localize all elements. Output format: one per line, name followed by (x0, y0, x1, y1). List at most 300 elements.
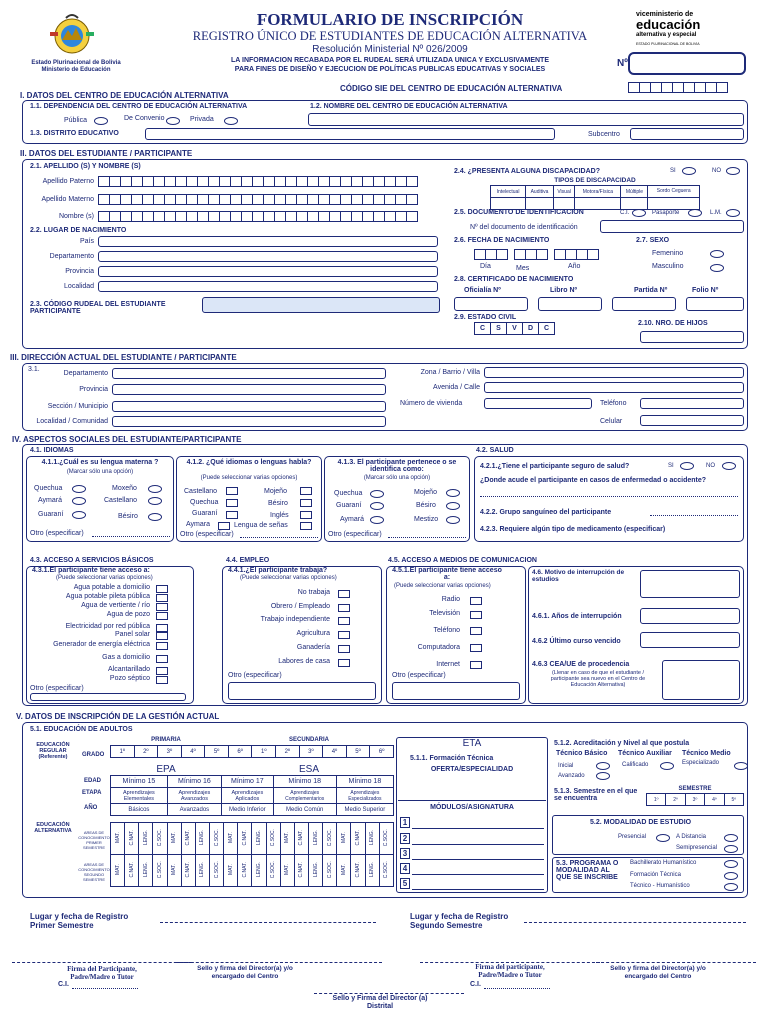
q411-option: Aymará (38, 497, 62, 504)
children-label: 2.10. NRO. DE HIJOS (638, 320, 708, 327)
area-label: LENG. (369, 829, 376, 845)
names-label: 2.1. APELLIDO (S) Y NOMBRE (S) (30, 163, 141, 170)
form-number-field[interactable] (628, 52, 746, 75)
basic-option: Pozo séptico (109, 675, 150, 682)
cellphone-field[interactable] (640, 415, 744, 426)
semester-cell[interactable]: 2º (666, 794, 685, 806)
birth-locality-label: Localidad (64, 283, 94, 290)
sie-code-cells[interactable] (628, 82, 727, 93)
id-passport-label: Pasaporte (652, 210, 680, 216)
q463-field[interactable] (662, 660, 740, 700)
subcentro-field[interactable] (630, 128, 744, 140)
semipresencial-option[interactable] (724, 845, 738, 853)
basic-tech-label: Técnico Básico (556, 750, 608, 757)
convenio-label: De Convenio (124, 115, 165, 122)
stage-label: ETAPA (82, 790, 102, 796)
area-label: MAT. (284, 863, 291, 876)
q462-field[interactable] (640, 632, 740, 648)
address-number: 3.1. (28, 366, 40, 373)
q412-check[interactable] (226, 511, 238, 519)
birth-certificate-label: 2.8. CERTIFICADO DE NACIMIENTO (454, 276, 574, 283)
section-3-title: III. DIRECCIÓN ACTUAL DEL ESTUDIANTE / PARTICIPANTE (10, 353, 237, 362)
aux-tech-label: Técnico Auxiliar (618, 750, 672, 757)
libro-field[interactable] (538, 297, 602, 311)
materno-label: Apellido Materno (41, 196, 94, 203)
grade-cell: 2º (276, 746, 300, 758)
id-lm-option[interactable] (726, 209, 740, 217)
module-line[interactable] (412, 859, 544, 860)
zone-field[interactable] (484, 367, 744, 378)
basic-check[interactable] (156, 667, 168, 675)
publica-option[interactable] (94, 117, 108, 125)
disability-check[interactable] (648, 198, 700, 210)
q411-other-line[interactable] (92, 536, 170, 537)
q422-label: 4.2.2. Grupo sanguíneo del participante (480, 509, 612, 516)
program-label: 5.3. PROGRAMA O MODALIDAD AL QUE SE INSCRIBE (556, 860, 619, 881)
civil-option[interactable]: V (507, 323, 523, 335)
center-name-field[interactable] (308, 113, 744, 126)
signature-line[interactable] (314, 993, 464, 994)
q413-check[interactable] (446, 516, 460, 524)
program-check[interactable] (724, 872, 738, 880)
basic-check[interactable] (156, 655, 168, 663)
libro-label: Libro Nº (550, 287, 578, 294)
semester-cell[interactable]: 5º (724, 794, 743, 806)
employment-check[interactable] (338, 604, 350, 612)
district-field[interactable] (145, 128, 555, 140)
basic-option: Agua potable a domicilio (73, 584, 150, 591)
dependency-label: 1.1. DEPENDENCIA DEL CENTRO DE EDUCACIÓN ALTERNATIVA (30, 103, 248, 110)
stage-cell: Aprendizajes Complementarios (273, 788, 336, 804)
module-line[interactable] (412, 844, 544, 845)
second-semester-areas-label: AREAS DE CONOCIMIENTO SEGUNDO SEMESTRE (78, 862, 110, 882)
oficialia-label: Oficialía Nº (464, 287, 501, 294)
basic-option: Agua de pozo (106, 611, 150, 618)
area-label: C.SOC. (156, 860, 163, 879)
basic-other-label: Otro (especificar) (30, 685, 84, 692)
area-label: MAT. (114, 831, 121, 844)
address-province-field[interactable] (112, 384, 386, 395)
level-especializado-label: Especializado (682, 760, 720, 766)
q412-other-line[interactable] (240, 537, 318, 538)
sex-label: 2.7. SEXO (636, 237, 670, 244)
area-label: C.NAT. (128, 829, 135, 846)
disability-label: 2.4. ¿PRESENTA ALGUNA DISCAPACIDAD? (454, 168, 600, 175)
address-section-field[interactable] (112, 401, 386, 412)
second-registration-line[interactable] (524, 922, 746, 923)
participant-ci-label-2: C.I. (470, 981, 481, 988)
age-cell: Mínimo 15 (111, 776, 168, 788)
health-title: 4.2. SALUD (476, 447, 514, 454)
year-cell: Avanzados (167, 804, 221, 816)
q422-line[interactable] (650, 515, 738, 516)
program-check[interactable] (724, 883, 738, 891)
employment-other-field[interactable] (228, 682, 376, 700)
basic-check[interactable] (156, 624, 168, 632)
area-label: LENG. (255, 861, 262, 877)
q413-option: Mojeño (414, 489, 437, 496)
q413-label: 4.1.3. El participante pertenece o se identifica como: (337, 459, 457, 473)
birth-country-field[interactable] (98, 236, 438, 247)
area-label: MAT. (227, 831, 234, 844)
insurance-si-label: SI (668, 463, 674, 469)
q46-field[interactable] (640, 570, 740, 598)
languages-title: 4.1. IDIOMAS (30, 447, 74, 454)
birth-day-label: Día (480, 263, 491, 270)
basic-check[interactable] (156, 603, 168, 611)
section-4-title: IV. ASPECTOS SOCIALES DEL ESTUDIANTE/PARTICIPANTE (12, 435, 242, 444)
stage-cell: Aprendizajes Aplicados (221, 788, 273, 804)
q413-check[interactable] (446, 502, 460, 510)
year-cell: Medio Superior (336, 804, 393, 816)
level-inicial-option[interactable] (596, 762, 610, 770)
children-field[interactable] (640, 331, 744, 343)
q412-option: Aymara (186, 521, 210, 528)
insurance-si-option[interactable] (680, 462, 694, 470)
area-label: C.SOC. (270, 828, 277, 847)
area-label: MAT. (284, 831, 291, 844)
area-label: LENG. (369, 861, 376, 877)
q451-note: (Puede seleccionar varias opciones) (394, 583, 491, 589)
zone-label: Zona / Barrio / Villa (420, 369, 480, 376)
basic-check[interactable] (156, 642, 168, 650)
nombres-label: Nombre (s) (58, 213, 94, 220)
female-label: Femenino (652, 250, 684, 257)
employment-check[interactable] (338, 631, 350, 639)
privada-option[interactable] (224, 117, 238, 125)
tech-training-label: 5.1.1. Formación Técnica (410, 755, 494, 762)
accreditation-label: 5.1.2. Acreditación y Nivel al que postula (554, 740, 690, 747)
media-check[interactable] (470, 597, 482, 605)
q411-option: Guaraní (38, 511, 64, 518)
media-other-field[interactable] (392, 682, 520, 700)
program-check[interactable] (724, 860, 738, 868)
birth-country-label: País (79, 238, 94, 245)
employment-check[interactable] (338, 659, 350, 667)
q413-check[interactable] (370, 502, 384, 510)
signature-line[interactable] (176, 962, 382, 963)
participant-ci-line-2[interactable] (484, 988, 550, 989)
house-number-field[interactable] (484, 398, 592, 409)
civil-status-label: 2.9. ESTADO CIVIL (454, 314, 517, 321)
q431-label: 4.3.1.El participante tiene acceso a: (32, 567, 150, 574)
folio-label: Folio Nº (692, 287, 719, 294)
grade-cell: 6º (228, 746, 252, 758)
semester-table (646, 793, 744, 806)
module-line[interactable] (412, 874, 544, 875)
address-dept-label: Departamento (63, 370, 108, 377)
disability-check[interactable] (491, 198, 526, 210)
grade-cell: 2º (134, 746, 158, 758)
director-seal-label-2: Sello y firma del Director(a) y/o encargado del Centro (610, 965, 706, 980)
level-avanzado-option[interactable] (596, 772, 610, 780)
q463-note: (Llenar en caso de que el estudiante / participante sea nuevo en el Centro de Educación Alternativa) (550, 670, 646, 688)
address-dept-field[interactable] (112, 368, 386, 379)
id-passport-option[interactable] (688, 209, 702, 217)
id-number-label: Nº del documento de identificación (470, 224, 578, 231)
module-number: 3 (400, 848, 410, 859)
q411-check[interactable] (72, 511, 86, 519)
disability-si-option[interactable] (682, 167, 696, 175)
media-check[interactable] (470, 627, 482, 635)
participant-ci-line[interactable] (72, 988, 138, 989)
materno-cells[interactable] (98, 194, 417, 205)
participant-signature-label: Firma del Participante, Padre/Madre o Tutor (67, 965, 137, 981)
signature-line[interactable] (12, 962, 192, 963)
q423-label: 4.2.3. Requiere algún tipo de medicamento (especificar) (480, 526, 666, 533)
civil-option[interactable]: S (491, 323, 507, 335)
q461-field[interactable] (640, 608, 740, 624)
area-label: MAT. (114, 863, 121, 876)
disability-check[interactable] (575, 198, 621, 210)
age-cell: Mínimo 18 (336, 776, 393, 788)
semester-cell[interactable]: 1º (647, 794, 666, 806)
q413-note: (Marcar sólo una opción) (363, 475, 431, 481)
civil-option[interactable]: C (475, 323, 491, 335)
media-check[interactable] (470, 644, 482, 652)
basic-check[interactable] (156, 585, 168, 593)
q411-check[interactable] (148, 485, 162, 493)
grade-label: GRADO (82, 752, 105, 758)
q413-check[interactable] (370, 516, 384, 524)
q412-option: Mojeño (264, 488, 287, 495)
semester-cell[interactable]: 3º (685, 794, 704, 806)
level-calificado-option[interactable] (660, 762, 674, 770)
q451-label: 4.5.1.El participante tiene acceso a: (392, 567, 502, 581)
birthdate-cells[interactable] (474, 249, 598, 260)
level-avanzado-label: Avanzado (558, 773, 585, 779)
disability-check[interactable] (526, 198, 554, 210)
semester-question: 5.1.3. Semestre en el que se encuentra (554, 788, 638, 802)
paterno-cells[interactable] (98, 176, 417, 187)
area-label: C.SOC. (270, 860, 277, 879)
basic-option: Agua potable pileta pública (65, 593, 150, 600)
participant-ci-label: C.I. (58, 981, 69, 988)
semester-cell[interactable]: 4º (705, 794, 724, 806)
basic-check[interactable] (156, 594, 168, 602)
q412-check[interactable] (300, 487, 312, 495)
media-option: Teléfono (433, 627, 460, 634)
disability-no-option[interactable] (726, 167, 740, 175)
q413-check[interactable] (370, 490, 384, 498)
id-number-field[interactable] (600, 220, 744, 233)
grade-cell: 1º (252, 746, 276, 758)
q413-option: Guaraní (336, 502, 362, 509)
q411-option: Castellano (104, 497, 138, 504)
eta-label: ETA (462, 738, 482, 749)
basic-check[interactable] (156, 676, 168, 684)
area-label: C.NAT. (185, 861, 192, 878)
folio-field[interactable] (686, 297, 744, 311)
grade-cell: 4º (323, 746, 347, 758)
area-label: C.NAT. (128, 861, 135, 878)
basic-services-title: 4.3. ACCESO A SERVICIOS BÁSICOS (30, 557, 154, 564)
civil-option[interactable]: D (523, 323, 539, 335)
mid-tech-label: Técnico Medio (682, 750, 731, 757)
basic-option: Electricidad por red pública (65, 623, 150, 630)
offer-label: OFERTA/ESPECIALIDAD (430, 766, 514, 773)
grade-cell: 4º (181, 746, 205, 758)
primary-label: PRIMARIA (151, 737, 181, 743)
employment-option: No trabaja (297, 589, 330, 596)
program-option: Formación Técnica (630, 872, 681, 878)
q413-other-line[interactable] (388, 537, 466, 538)
q412-check[interactable] (226, 487, 238, 495)
presencial-label: Presencial (618, 834, 647, 840)
media-check[interactable] (470, 661, 482, 669)
media-option: Radio (441, 596, 460, 603)
area-label: C.NAT. (241, 861, 248, 878)
alternative-education-label: EDUCACIÓN ALTERNATIVA (34, 822, 72, 834)
area-label: LENG. (199, 829, 206, 845)
area-label: LENG. (312, 861, 319, 877)
female-option[interactable] (710, 250, 724, 258)
q413-check[interactable] (446, 489, 460, 497)
area-label: C.NAT. (298, 861, 305, 878)
level-especializado-option[interactable] (734, 762, 748, 770)
employment-option: Obrero / Empleado (270, 603, 330, 610)
oficialia-field[interactable] (454, 297, 528, 311)
area-label: C.SOC. (326, 828, 333, 847)
basic-other-field[interactable] (30, 693, 186, 701)
q462-label: 4.6.2 Último curso vencido (532, 638, 621, 645)
media-option: Computadora (417, 644, 460, 651)
q412-option: Quechua (190, 499, 219, 506)
employment-option: Trabajo independiente (260, 616, 330, 623)
regular-education-label: EDUCACIÓN REGULAR (Referente) (36, 742, 70, 760)
phone-field[interactable] (640, 398, 744, 409)
basic-check[interactable] (156, 612, 168, 620)
area-label: C.NAT. (298, 829, 305, 846)
address-locality-field[interactable] (112, 416, 386, 427)
civil-option[interactable]: C (539, 323, 555, 335)
state-name: Estado Plurinacional de Bolivia (31, 60, 121, 66)
area-label: LENG. (312, 829, 319, 845)
module-line[interactable] (412, 828, 544, 829)
address-section-label: Sección / Municipio (47, 403, 108, 410)
q461-label: 4.6.1. Años de interrupción (532, 613, 622, 620)
section-5-title: V. DATOS DE INSCRIPCIÓN DE LA GESTIÓN ACTUAL (16, 712, 220, 721)
rudeal-field[interactable] (202, 297, 440, 313)
center-name-label: 1.2. NOMBRE DEL CENTRO DE EDUCACIÓN ALTERNATIVA (310, 103, 508, 110)
insurance-no-option[interactable] (722, 462, 736, 470)
paterno-label: Apellido Paterno (42, 178, 94, 185)
partida-field[interactable] (612, 297, 676, 311)
q413-option: Quechua (334, 490, 363, 497)
basic-option: Panel solar (114, 631, 150, 638)
level-inicial-label: Inicial (558, 763, 574, 769)
grade-cell: 1º (111, 746, 135, 758)
media-check[interactable] (470, 611, 482, 619)
birthplace-label: 2.2. LUGAR DE NACIMIENTO (30, 227, 127, 234)
employment-title: 4.4. EMPLEO (226, 557, 270, 564)
birth-province-field[interactable] (98, 266, 438, 277)
area-label: C.SOC. (156, 828, 163, 847)
q413-other-label: Otro (especificar) (328, 531, 382, 538)
employment-check[interactable] (338, 617, 350, 625)
media-title: 4.5. ACCESO A MEDIOS DE COMUNICACION (388, 557, 537, 564)
form-subtitle: REGISTRO ÚNICO DE ESTUDIANTES DE EDUCACIÓN ALTERNATIVA (192, 29, 588, 43)
module-line[interactable] (412, 889, 544, 890)
stage-cell: Aprendizajes Especializados (336, 788, 393, 804)
male-option[interactable] (710, 264, 724, 272)
birth-dept-field[interactable] (98, 251, 438, 262)
employment-check[interactable] (338, 590, 350, 598)
area-label: LENG. (255, 829, 262, 845)
nombres-cells[interactable] (98, 211, 417, 222)
notice-line-1: LA INFORMACION RECABADA POR EL RUDEAL SERÁ UTILIZADA UNICA Y EXCLUSIVAMENTE (231, 57, 549, 64)
birth-locality-field[interactable] (98, 281, 438, 292)
first-registration-label: Lugar y fecha de Registro Primer Semestre (30, 912, 129, 930)
signature-line[interactable] (596, 962, 756, 963)
presencial-option[interactable] (656, 834, 670, 842)
modules-label: MÓDULOS/ASIGNATURA (430, 804, 514, 811)
basic-option: Gas a domicilio (102, 654, 150, 661)
grade-cell: 3º (299, 746, 323, 758)
first-semester-areas-label: AREAS DE CONOCIMIENTO PRIMER SEMESTRE (78, 830, 110, 850)
q412-check[interactable] (300, 499, 312, 507)
media-option: Televisión (429, 610, 460, 617)
module-number: 1 (400, 817, 410, 828)
q412-other-label: Otro (especificar) (180, 531, 234, 538)
id-ci-option[interactable] (632, 209, 646, 217)
q412-check[interactable] (218, 522, 230, 530)
form-number-label: Nº (617, 58, 628, 69)
q411-option: Bésiro (118, 513, 138, 520)
disability-type: Intelectual (491, 186, 526, 198)
q411-check[interactable] (72, 485, 86, 493)
bolivia-seal (44, 12, 100, 60)
area-label: C.SOC. (213, 828, 220, 847)
q441-label: 4.4.1.¿El participante trabaja? (228, 567, 328, 574)
q421b-label: ¿Donde acude el participante en casos de enfermedad o accidente? (480, 477, 707, 484)
media-other-label: Otro (especificar) (392, 672, 446, 679)
first-registration-line[interactable] (160, 922, 376, 923)
rudeal-label: 2.3. CÓDIGO RUDEAL DEL ESTUDIANTE PARTICIPANTE (30, 301, 166, 315)
q412-check[interactable] (300, 511, 312, 519)
q463-label: 4.6.3 CEA/UE de procedencia (532, 661, 630, 668)
year-cell: Medio Común (273, 804, 336, 816)
privada-label: Privada (190, 116, 214, 123)
q412-check[interactable] (300, 522, 312, 530)
age-cell: Mínimo 18 (273, 776, 336, 788)
sie-code-label: CÓDIGO SIE DEL CENTRO DE EDUCACIÓN ALTERNATIVA (340, 84, 563, 93)
disability-check[interactable] (553, 198, 574, 210)
distance-option[interactable] (724, 834, 738, 842)
area-label: LENG. (199, 861, 206, 877)
q411-check[interactable] (148, 513, 162, 521)
convenio-option[interactable] (166, 117, 180, 125)
disability-check[interactable] (621, 198, 648, 210)
grade-cell: 3º (158, 746, 182, 758)
q411-check[interactable] (148, 497, 162, 505)
second-registration-label: Lugar y fecha de Registro Segundo Semestre (410, 912, 509, 930)
employment-check[interactable] (338, 645, 350, 653)
q421b-line[interactable] (480, 496, 738, 497)
q411-option: Moxeño (112, 485, 137, 492)
viceministry-logo: viceministerio de educación alternativa y especial ESTADO PLURINACIONAL DE BOLIVIA (636, 11, 701, 46)
q411-check[interactable] (72, 497, 86, 505)
disability-types-title: TIPOS DE DISCAPACIDAD (554, 177, 636, 184)
area-label: C.SOC. (326, 860, 333, 879)
basic-check[interactable] (156, 632, 168, 640)
section-2-title: II. DATOS DEL ESTUDIANTE / PARTICIPANTE (20, 149, 193, 158)
q413-option: Aymará (340, 516, 364, 523)
street-field[interactable] (484, 382, 744, 393)
area-label: LENG. (142, 829, 149, 845)
q412-check[interactable] (226, 499, 238, 507)
employment-option: Labores de casa (278, 658, 330, 665)
